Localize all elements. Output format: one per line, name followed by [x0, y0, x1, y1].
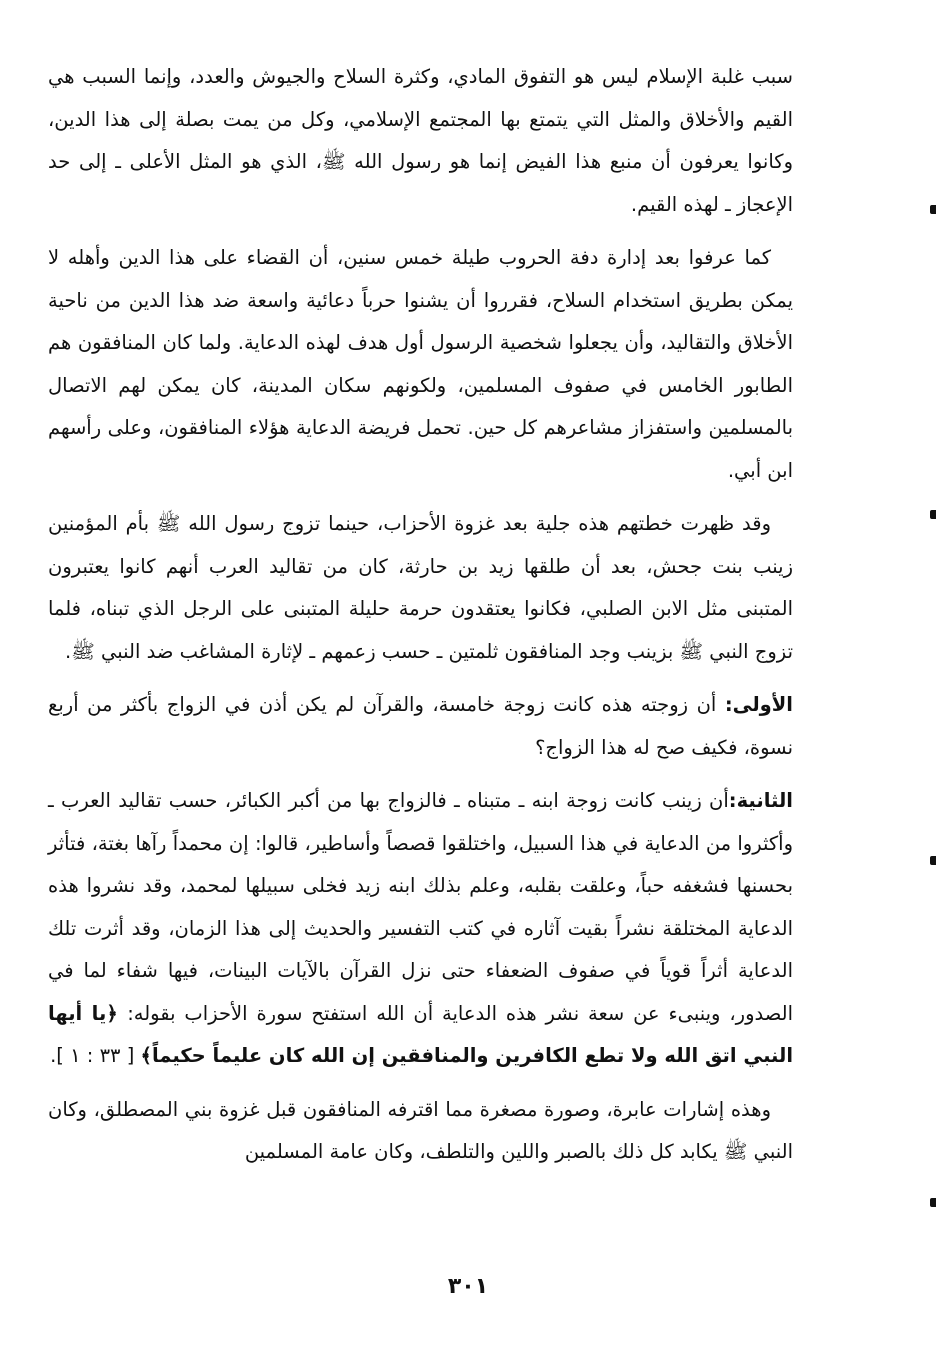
quote-reference: [ ٣٣ : ١ ]. — [50, 1044, 141, 1067]
paragraph-4-text: أن زوجته هذه كانت زوجة خامسة، والقرآن لم يكن أذن في الزواج بأكثر من أربع نسوة، فكيف صح له هذا الزواج؟ — [48, 693, 793, 759]
paragraph-1-text: سبب غلبة الإسلام ليس هو التفوق المادي، وكثرة السلاح والجيوش والعدد، وإنما السبب هي القيم والأخلاق والمثل التي يتمتع بها المجتمع الإسلامي، وكل من يمت بصلة إلى هذا الدين، وكانوا يعرفون أن منبع هذا الفيض إنما هو رسول الله ﷺ، الذي هو المثل الأعلى ـ إلى حد الإعجاز ـ لهذه القيم. — [48, 65, 793, 216]
binding-mark — [930, 1198, 936, 1207]
paragraph-2-text: كما عرفوا بعد إدارة دفة الحروب طيلة خمس سنين، أن القضاء على هذا الدين وأهله لا يمكن بطريق استخدام السلاح، فقرروا أن يشنوا حرباً دعائية واسعة ضد هذا الدين من ناحية الأخلاق والتقاليد، وأن يجعلوا شخصية الرسول أول هدف لهذه الدعاية. ولما كان المنافقون هم الطابور الخامس في صفوف المسلمين، ولكونهم سكان المدينة، كان يمكن لهم الاتصال بالمسلمين واستفزاز مشاعرهم كل حين. تحمل فريضة الدعاية هؤلاء المنافقون، وعلى رأسهم ابن أبي. — [48, 246, 793, 482]
paragraph-5 — [48, 780, 793, 1078]
paragraph-4 — [48, 684, 793, 769]
paragraph-1 — [48, 56, 793, 226]
binding-mark — [930, 856, 936, 865]
binding-mark — [930, 205, 936, 214]
paragraph-2 — [48, 237, 793, 492]
paragraph-4-lead: الأولى: — [724, 693, 793, 716]
binding-mark — [930, 510, 936, 519]
paragraph-5-text: أن زينب كانت زوجة ابنه ـ متبناه ـ فالزواج بها من أكبر الكبائر، حسب تقاليد العرب ـ وأكثروا من الدعاية في هذا السبيل، واختلقوا قصصاً وأساطير، قالوا: إن محمداً رآها بغتة، فتأثر بحسنها فشغفه حباً، وعلقت بقلبه، وعلم بذلك ابنه زيد فخلى سبيلها لمحمد، وقد نشروا هذه الدعاية المختلقة نشراً بقيت آثاره في كتب التفسير والحديث إلى هذا الزمان، وقد أثرت تلك الدعاية أثراً قوياً في صفوف الضعفاء حتى نزل القرآن بالآيات البينات، فيها شفاء لما في الصدور، وينبىء عن سعة نشر هذه الدعاية أن الله استفتح سورة الأحزاب بقوله: — [48, 789, 793, 1025]
paragraph-6 — [48, 1089, 793, 1174]
quran-quote: ﴿يا أيها النبي اتق الله ولا تطع الكافرين والمنافقين إن الله كان عليماً حكيماً﴾ — [48, 1001, 793, 1067]
paragraph-6-text: وهذه إشارات عابرة، وصورة مصغرة مما اقترفه المنافقون قبل غزوة بني المصطلق، وكان النبي ﷺ يكابد كل ذلك بالصبر واللين والتلطف، وكان عامة المسلمين — [48, 1097, 793, 1163]
paragraph-3-text: وقد ظهرت خطتهم هذه جلية بعد غزوة الأحزاب، حينما تزوج رسول الله ﷺ بأم المؤمنين زينب بنت جحش، بعد أن طلقها زيد بن حارثة، كان من تقاليد العرب أنهم كانوا يعتبرون المتبنى مثل الابن الصلبي، فكانوا يعتقدون حرمة حليلة المتبنى على الرجل الذي تبناه، فلما تزوج النبي ﷺ بزينب وجد المنافقون ثلمتين ـ حسب زعمهم ـ لإثارة المشاغب ضد النبي ﷺ. — [48, 512, 793, 663]
paragraph-5-lead: الثانية: — [728, 789, 793, 812]
page-number: ٣٠١ — [447, 1274, 489, 1299]
page-body — [48, 56, 793, 1185]
paragraph-3 — [48, 503, 793, 673]
